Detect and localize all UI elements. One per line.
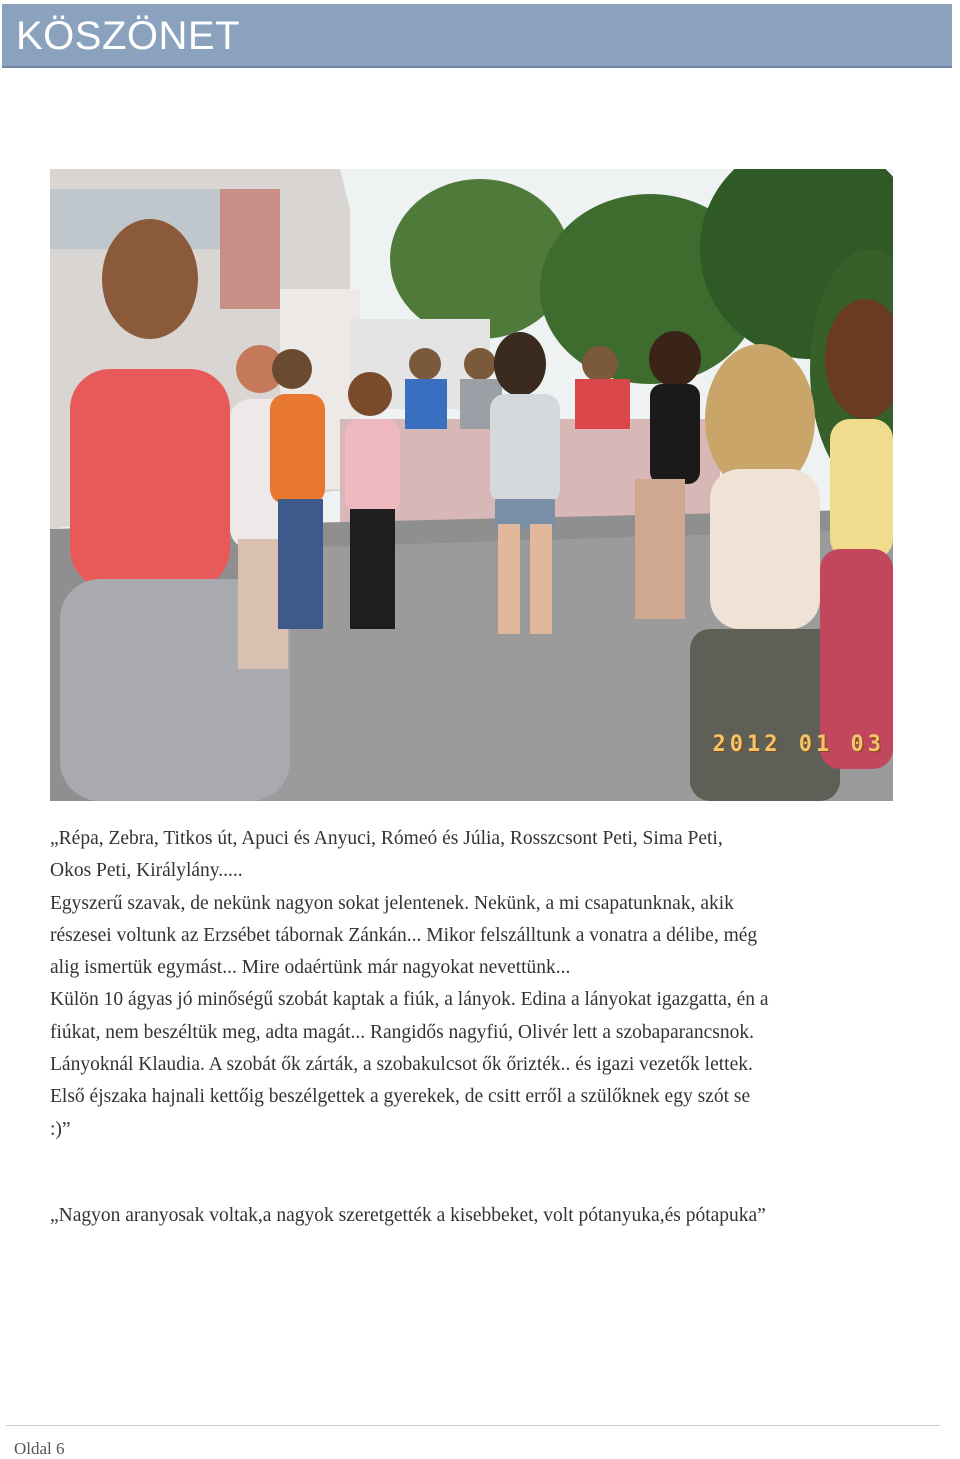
text-line: részesei voltunk az Erzsébet tábornak Zánkán... Mikor felszálltunk a vonatra a délibe, még (50, 924, 758, 946)
page-title: KÖSZÖNET (16, 14, 241, 58)
page-number: Oldal 6 (14, 1439, 65, 1458)
text-line: :)” (50, 1118, 71, 1140)
body-paragraph (50, 823, 910, 1146)
text-line: fiúkat, nem beszéltük meg, adta magát... Rangidős nagyfiú, Olivér lett a szobaparancsnok. (50, 1021, 754, 1043)
text-line: Lányoknál Klaudia. A szobát ők zárták, a szobakulcsot ők őrizték.. és igazi vezetők lettek. (50, 1054, 753, 1076)
text-line: Első éjszaka hajnali kettőig beszélgettek a gyerekek, de csitt erről a szülőknek egy szót se (50, 1086, 751, 1108)
footer-divider (6, 1425, 940, 1426)
text-line: Egyszerű szavak, de nekünk nagyon sokat jelentenek. Nekünk, a mi csapatunknak, akik (50, 892, 734, 914)
text-line: Okos Peti, Királylány..... (50, 860, 243, 882)
group-photo (50, 169, 893, 801)
text-line: Külön 10 ágyas jó minőségű szobát kaptak a fiúk, a lányok. Edina a lányokat igazgatta, én a (50, 989, 769, 1011)
page-header (2, 4, 952, 68)
quote-paragraph (50, 1200, 910, 1232)
text-line: alig ismertük egymást... Mire odaértünk már nagyokat nevettünk... (50, 957, 571, 979)
text-line: „Répa, Zebra, Titkos út, Apuci és Anyuci, Rómeó és Júlia, Rosszcsont Peti, Sima Peti, (50, 828, 723, 849)
photo-date-stamp: 2012 01 03 (712, 732, 885, 757)
photo-illustration (50, 169, 893, 801)
quote-text: „Nagyon aranyosak voltak,a nagyok szeretgették a kisebbeket, volt pótanyuka,és pótapuka” (50, 1205, 766, 1226)
